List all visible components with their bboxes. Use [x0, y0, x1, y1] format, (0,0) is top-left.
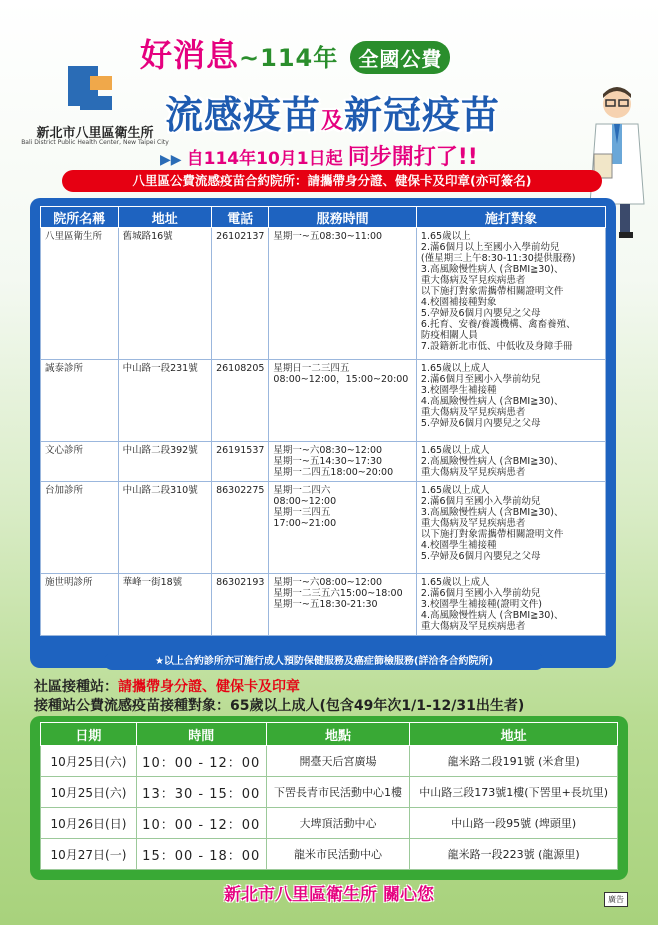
clinic-targets: 1.65歲以上成人 2.高風險慢性病人 (含BMI≧30)、 重大傷病及罕見疾病患者: [416, 442, 605, 482]
clinic-address: 中山路一段231號: [118, 360, 212, 442]
clinics-header-row: [41, 207, 606, 228]
col-phone: 電話: [212, 207, 269, 228]
health-center-logo: [68, 66, 120, 118]
title-national-pill: 全國公費: [350, 41, 450, 74]
site-place: 大埤頂活動中心: [266, 808, 410, 839]
col-service-hours: 服務時間: [269, 207, 417, 228]
title-good-news: 好消息: [140, 36, 240, 74]
community-target-line: 接種站公費流感疫苗接種對象：65歲以上成人(包含49年次1/1-12/31出生者): [34, 698, 525, 714]
sites-header-row: [41, 723, 618, 746]
clinic-phone: 86302193: [212, 574, 269, 636]
clinic-hours: 星期一二四六 08:00~12:00 星期一三四五 17:00~21:00: [269, 482, 417, 574]
site-time: 13：30 - 15：00: [136, 777, 266, 808]
clinic-hours: 星期日一二三四五 08:00~12:00，15:00~20:00: [269, 360, 417, 442]
title-flu-vaccine: 流感疫苗: [165, 93, 322, 137]
table-row: [41, 360, 606, 442]
sites-table: [40, 722, 618, 870]
clinic-hours: 星期一~六08:00~12:00 星期一二三五六15:00~18:00 星期一~五18:30-21:30: [269, 574, 417, 636]
clinic-name: 台加診所: [41, 482, 119, 574]
clinic-targets: 1.65歲以上成人 2.滿6個月至國小入學前幼兒 3.校園學生補接種(證明文件) 4.高風險慢性病人 (含BMI≧30)、 重大傷病及罕見疾病患者: [416, 574, 605, 636]
clinic-hours: 星期一~六08:30~12:00 星期一~五14:30~17:30 星期一二四五18:00~20:00: [269, 442, 417, 482]
title-line-2: [165, 84, 500, 139]
col-date: 日期: [41, 723, 137, 746]
site-date: 10月25日(六): [41, 777, 137, 808]
clinic-phone: 86302275: [212, 482, 269, 574]
clinic-address: 舊城路16號: [118, 228, 212, 360]
start-now-text: 同步開打了!!: [347, 145, 478, 170]
site-address: 中山路一段95號 (埤頭里): [410, 808, 618, 839]
table-row: [41, 746, 618, 777]
table-row: [41, 228, 606, 360]
clinic-phone: 26102137: [212, 228, 269, 360]
start-date: 自114年10月1日起: [186, 149, 343, 169]
site-time: 15：00 - 18：00: [136, 839, 266, 870]
site-date: 10月27日(一): [41, 839, 137, 870]
site-place: 下罟長青市民活動中心1樓: [266, 777, 410, 808]
clinics-table: [40, 206, 606, 636]
arrows-icon: ▶▶: [160, 152, 182, 168]
community-bring-items: 請攜帶身分證、健保卡及印章: [118, 679, 300, 695]
site-date: 10月25日(六): [41, 746, 137, 777]
contract-clinic-notice: 八里區公費流感疫苗合約院所：請攜帶身分證、健保卡及印章(亦可簽名): [62, 170, 602, 192]
table-row: [41, 839, 618, 870]
site-place: 龍米市民活動中心: [266, 839, 410, 870]
col-location: 地點: [266, 723, 410, 746]
clinic-phone: 26191537: [212, 442, 269, 482]
table-row: [41, 574, 606, 636]
table-row: [41, 442, 606, 482]
start-date-line: [160, 140, 478, 171]
col-clinic-name: 院所名稱: [41, 207, 119, 228]
clinic-address: 華峰一街18號: [118, 574, 212, 636]
site-address: 龍米路二段191號 (米倉里): [410, 746, 618, 777]
clinic-address: 中山路二段310號: [118, 482, 212, 574]
clinic-name: 施世明診所: [41, 574, 119, 636]
title-line-1: [140, 30, 450, 76]
col-site-address: 地址: [410, 723, 618, 746]
clinic-services-footnote: ★以上合約診所亦可施行成人預防保健服務及癌症篩檢服務(詳洽各合約院所): [104, 653, 544, 670]
closing-slogan: 新北市八里區衛生所 關心您: [224, 885, 434, 905]
clinic-address: 中山路二段392號: [118, 442, 212, 482]
ad-label: 廣告: [604, 892, 628, 907]
clinic-targets: 1.65歲以上 2.滿6個月以上至國小入學前幼兒 (僅星期三上午8:30-11:30提供服務) 3.高風險慢性病人 (含BMI≧30)、 重大傷病及罕見疾病患者 以下施打對象需攜帶相關證明文件 4.校園補接種對象 5.孕婦及6個月內嬰兒之父母 6.托育、安養/養護機構、禽畜養殖、 防疫相關人員 7.設籍新北市低、中低收及身障手冊: [416, 228, 605, 360]
col-targets: 施打對象: [416, 207, 605, 228]
clinic-phone: 26108205: [212, 360, 269, 442]
table-row: [41, 482, 606, 574]
site-address: 中山路三段173號1樓(下罟里+長坑里): [410, 777, 618, 808]
title-covid-vaccine: 新冠疫苗: [344, 93, 501, 137]
col-time: 時間: [136, 723, 266, 746]
clinic-targets: 1.65歲以上成人 2.滿6個月至國小入學前幼兒 3.高風險慢性病人 (含BMI≧30)、 重大傷病及罕見疾病患者 以下施打對象需攜帶相關證明文件 4.校園學生補接種 5.孕婦及6個月內嬰兒之父母: [416, 482, 605, 574]
site-time: 10：00 - 12：00: [136, 808, 266, 839]
community-station-line: [34, 676, 300, 696]
clinic-name: 誠泰診所: [41, 360, 119, 442]
title-and: 及: [321, 109, 345, 134]
site-address: 龍米路一段223號 (龍源里): [410, 839, 618, 870]
col-address: 地址: [118, 207, 212, 228]
org-name-en: Bali District Public Health Center, New Taipei City: [21, 139, 169, 146]
site-date: 10月26日(日): [41, 808, 137, 839]
clinic-targets: 1.65歲以上成人 2.滿6個月至國小入學前幼兒 3.校園學生補接種 4.高風險慢性病人 (含BMI≧30)、 重大傷病及罕見疾病患者 5.孕婦及6個月內嬰兒之父母: [416, 360, 605, 442]
site-time: 10：00 - 12：00: [136, 746, 266, 777]
site-place: 開臺天后宮廣場: [266, 746, 410, 777]
org-name: 新北市八里區衛生所: [36, 126, 154, 141]
clinic-name: 八里區衛生所: [41, 228, 119, 360]
title-year: 114年: [260, 44, 339, 72]
table-row: [41, 808, 618, 839]
clinic-hours: 星期一~五08:30~11:00: [269, 228, 417, 360]
table-row: [41, 777, 618, 808]
community-label: 社區接種站：: [34, 679, 118, 695]
clinic-name: 文心診所: [41, 442, 119, 482]
title-tilde: ~: [239, 44, 261, 72]
